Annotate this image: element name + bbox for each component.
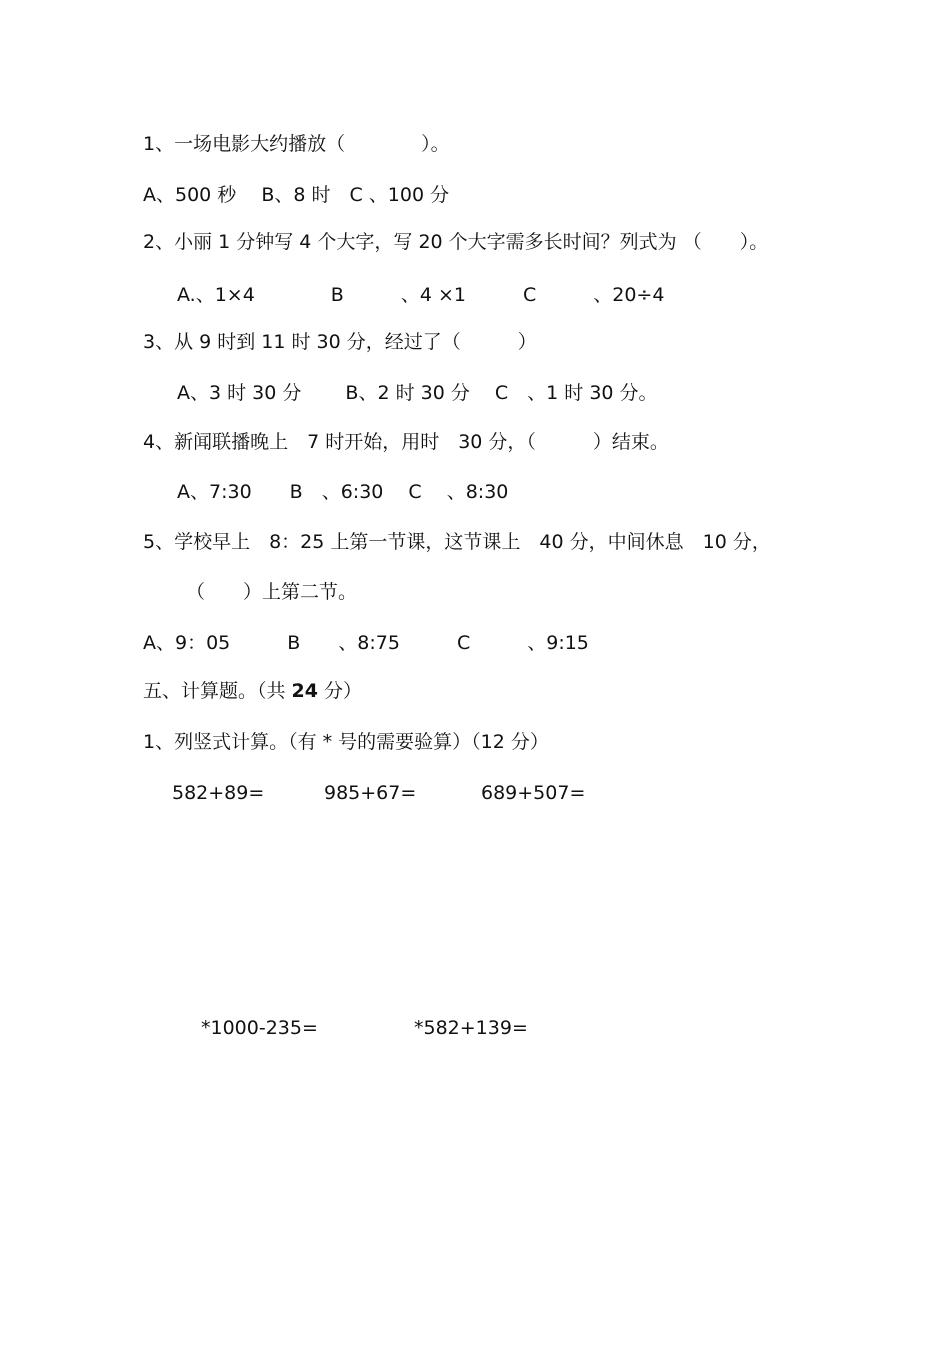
section-5-heading: [143, 679, 362, 703]
question-2-stem: 2、小丽 1 分钟写 4 个大字，写 20 个大字需多长时间？列式为 （ ）。: [143, 231, 769, 253]
question-4-stem: 4、新闻联播晚上 7 时开始，用时 30 分，（ ）结束。: [143, 431, 669, 453]
question-5-stem: 5、学校早上 8：25 上第一节课，这节课上 40 分，中间休息 10 分，: [143, 531, 771, 553]
section-5-suffix: 分）: [318, 680, 363, 702]
problem-3: 689+507=: [481, 782, 586, 804]
problem-4: *1000-235=: [201, 1017, 318, 1039]
section-5-prefix: 五、计算题。（共: [143, 680, 292, 702]
question-5-stem-continued: （ ）上第二节。: [186, 581, 358, 603]
calc-1-title: 1、列竖式计算。（有 * 号的需要验算）（12 分）: [143, 731, 549, 753]
problem-5: *582+139=: [414, 1017, 528, 1039]
question-3-stem: 3、从 9 时到 11 时 30 分，经过了（ ）: [143, 331, 537, 353]
question-2-options: A.、1×4 B 、4 ×1 C 、20÷4: [177, 284, 665, 306]
section-5-points: 24: [291, 680, 318, 702]
problem-1: 582+89=: [172, 782, 265, 804]
problem-2: 985+67=: [324, 782, 417, 804]
question-3-options: A、3 时 30 分 B、2 时 30 分 C 、1 时 30 分。: [177, 382, 658, 404]
question-1-stem: 1、一场电影大约播放（ ）。: [143, 133, 450, 155]
question-4-options: A、7:30 B 、6:30 C 、8:30: [177, 481, 509, 503]
question-5-options: A、9：05 B 、8:75 C 、9:15: [143, 632, 589, 654]
question-1-options: A、500 秒 B、8 时 C 、100 分: [143, 184, 450, 206]
